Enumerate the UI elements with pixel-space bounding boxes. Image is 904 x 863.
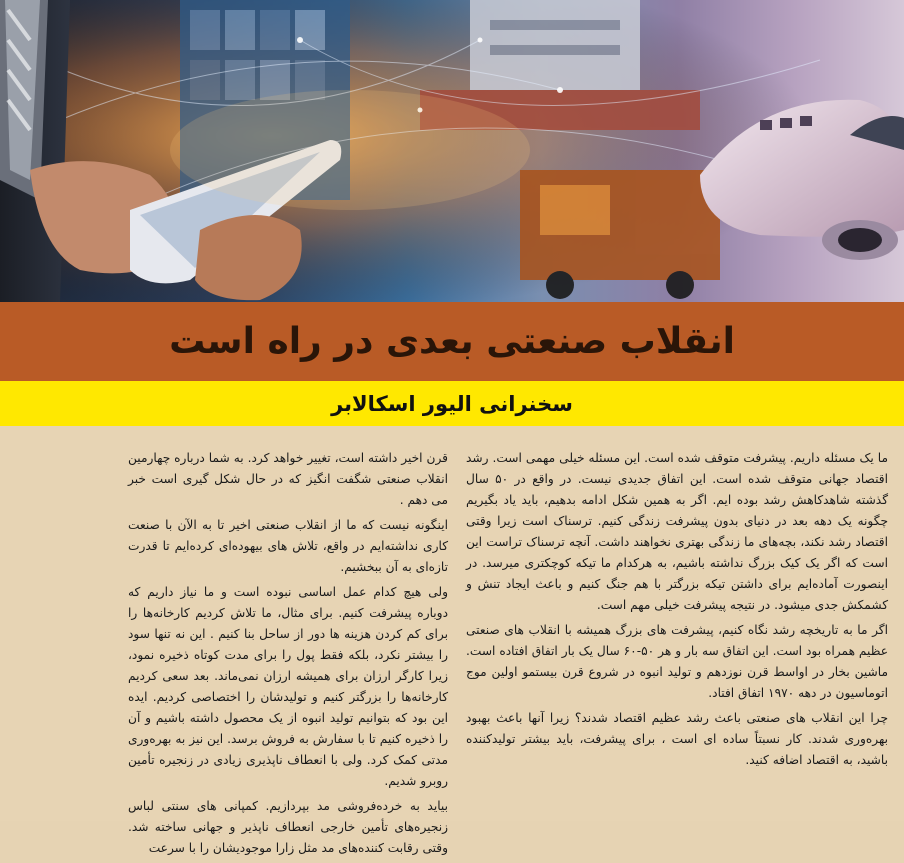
paragraph: اینگونه نیست که ما از انقلاب صنعتی اخیر تا به الآن با صنعت کاری نداشته‌ایم در واقع، تلاش های بیهوده‌ای کرده‌ایم تا قدرت تازه‌ای به آن ببخشیم. bbox=[128, 518, 448, 574]
hero-illustration bbox=[0, 0, 904, 302]
paragraph: ولی هیچ کدام عمل اساسی نبوده است و ما نیاز داریم که دوباره پیشرفت کنیم. برای مثال، ما تلاش کردیم کارخانه‌ها را برای کم کردن هزینه ها دور از ساحل بنا کنیم . این نه تنها سود را بیشتر نکرد، بلکه فقط پول را برای مدت کوتاه ذخیره نمود، زیرا کارگر ارزان برای همیشه ارزان نمی‌ماند. بعد سعی کردیم کارخانه‌ها را بزرگتر کنیم و تولیدشان را اختصاصی کردیم. ایده این بود که بتوانیم تولید انبوه از یک محصول داشته باشیم و آن را ذخیره کنیم تا با سفارش به فروش برسد. این نیز به بهره‌وری مدتی کمک کرد. ولی با انعطاف ناپذیری زیادی در زنجیره تأمین روبرو شدیم. bbox=[128, 585, 448, 788]
article-subtitle: سخنرانی الیور اسکالابر bbox=[331, 391, 573, 416]
paragraph: ما یک مسئله داریم. پیشرفت متوقف شده است. این مسئله خیلی مهمی است. رشد اقتصاد جهانی متوقف شده است. این اتفاق جدیدی نیست. در واقع در ۵۰ سال گذشته شاهدکاهش رشد بوده ایم. اگر به همین شکل ادامه بدهیم، باید یاد بگیریم چگونه یک دهه بعد در دنیای بدون پیشرفت زندگی کنیم. ترسناک است زیرا وقتی اقتصاد رشد نکند، بچه‌های ما زندگی بهتری نخواهند داشت. آنچه ترسناک تراست این است که اگر یک کیک بزرگ نداشته باشیم، به هرکدام ما تیکه کوچکتری میرسد. در اینصورت آماده‌ایم برای داشتن تیکه بزرگتر با هم جنگ کنیم و باعث ایجاد تنش و کشمکش جدی میشود. در نتیجه پیشرفت خیلی مهم است. bbox=[466, 451, 889, 612]
article-column-left bbox=[128, 448, 448, 863]
article-column-right bbox=[466, 448, 888, 775]
paragraph: قرن اخیر داشته است، تغییر خواهد کرد. به شما درباره چهارمین انقلاب صنعتی شگفت انگیز که در حال شکل گیری است خبر می دهم . bbox=[128, 451, 448, 507]
truck bbox=[520, 170, 720, 299]
paragraph: چرا این انقلاب های صنعتی باعث رشد عظیم اقتصاد شدند؟ زیرا آنها باعث بهبود بهره‌وری شدند. کار نسبتاً ساده ای است ، برای پیشرفت، باید بیشتر تولیدکننده باشید، به اقتصاد اضافه کنید. bbox=[466, 711, 888, 767]
subtitle-banner bbox=[0, 381, 904, 426]
hero-image bbox=[0, 0, 904, 302]
article-title: انقلاب صنعتی بعدی در راه است bbox=[169, 321, 735, 362]
paragraph: بیاید به خرده‌فروشی مد بپردازیم. کمپانی های سنتی لباس زنجیره‌های تأمین خارجی انعطاف ناپذیر و جهانی ساخته شد. وقتی رقابت کننده‌های مد مثل زارا موجودیشان را با سرعت bbox=[128, 799, 448, 855]
title-banner bbox=[0, 302, 904, 381]
paragraph: اگر ما به تاریخچه رشد نگاه کنیم، پیشرفت های بزرگ همیشه با انقلاب های صنعتی عظیم همراه بود است. این اتفاق سه بار و هر ۵۰-۶۰ سال یک بار اتفاق افتاده است. ماشین بخار در اواسط قرن نوزدهم و تولید انبوه در شروع قرن بیستمو اولین موج اتوماسیون در دهه ۱۹۷۰ اتفاق افتاد. bbox=[466, 623, 888, 700]
